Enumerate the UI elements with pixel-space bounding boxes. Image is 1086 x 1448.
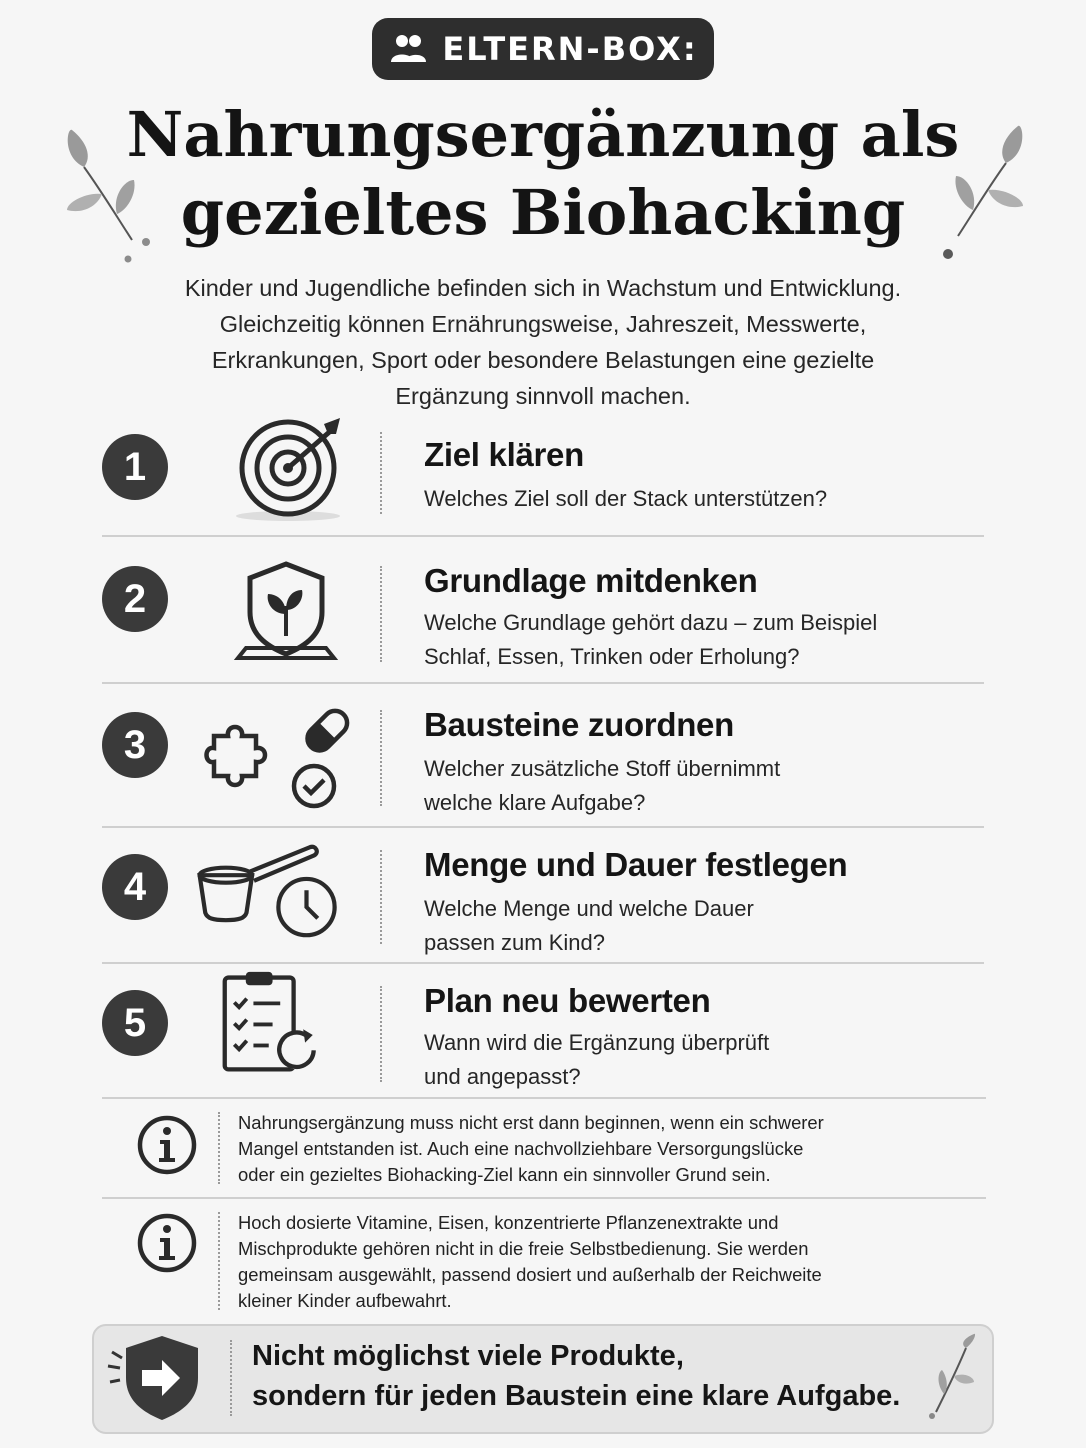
divider bbox=[102, 535, 984, 537]
info-text bbox=[238, 1210, 822, 1314]
info-line: Hoch dosierte Vitamine, Eisen, konzentrierte Pflanzenextrakte und bbox=[238, 1212, 779, 1233]
info-line: Mangel entstanden ist. Auch eine nachvollziehbare Versorgungslücke bbox=[238, 1138, 804, 1159]
separator bbox=[380, 850, 382, 944]
divider bbox=[102, 682, 984, 684]
step-description-line: Wann wird die Ergänzung überprüft bbox=[424, 1030, 770, 1055]
step-description-line: passen zum Kind? bbox=[424, 930, 605, 955]
footer-text bbox=[252, 1336, 900, 1416]
separator bbox=[230, 1340, 232, 1416]
intro-line: Erkrankungen, Sport oder besondere Belastungen eine gezielte bbox=[211, 347, 875, 373]
step-title: Grundlage mitdenken bbox=[424, 562, 758, 599]
divider bbox=[102, 826, 984, 828]
info-line: Mischprodukte gehören nicht in die freie Selbstbedienung. Sie werden bbox=[238, 1238, 809, 1259]
divider bbox=[102, 1097, 986, 1099]
step-title: Ziel klären bbox=[424, 436, 584, 473]
page-title bbox=[60, 96, 1026, 252]
separator bbox=[380, 566, 382, 662]
target-icon bbox=[216, 414, 366, 524]
title-line: gezieltes Biohacking bbox=[180, 176, 906, 249]
separator bbox=[218, 1212, 220, 1310]
intro-line: Kinder und Jugendliche befinden sich in Wachstum und Entwicklung. bbox=[184, 275, 902, 301]
info-line: oder ein gezieltes Biohacking-Ziel kann ein sinnvoller Grund sein. bbox=[238, 1164, 771, 1185]
info-line: gemeinsam ausgewählt, passend dosiert und außerhalb der Reichweite bbox=[238, 1264, 822, 1285]
step-number: 3 bbox=[102, 712, 168, 778]
step-number: 4 bbox=[102, 854, 168, 920]
shield-plant-icon bbox=[216, 558, 366, 668]
step-description bbox=[424, 1026, 769, 1094]
footer-line: Nicht möglichst viele Produkte, bbox=[252, 1340, 684, 1372]
separator bbox=[218, 1112, 220, 1184]
step-description-line: Schlaf, Essen, Trinken oder Erholung? bbox=[424, 644, 800, 669]
step-description-line: Welcher zusätzliche Stoff übernimmt bbox=[424, 756, 781, 781]
step-description-line: welche klare Aufgabe? bbox=[424, 790, 646, 815]
info-line: kleiner Kinder aufbewahrt. bbox=[238, 1290, 452, 1311]
separator bbox=[380, 432, 382, 514]
footer-line: sondern für jeden Baustein eine klare Aufgabe. bbox=[252, 1380, 901, 1412]
step-description bbox=[424, 752, 780, 820]
step-number: 5 bbox=[102, 990, 168, 1056]
step-title: Plan neu bewerten bbox=[424, 982, 711, 1019]
step-description bbox=[424, 482, 827, 516]
intro-line: Gleichzeitig können Ernährungsweise, Jahreszeit, Messwerte, bbox=[219, 311, 867, 337]
step-number: 2 bbox=[102, 566, 168, 632]
intro-line: Ergänzung sinnvoll machen. bbox=[395, 383, 691, 409]
people-icon bbox=[388, 29, 428, 69]
step-title: Menge und Dauer festlegen bbox=[424, 846, 848, 883]
shield-arrow-icon bbox=[104, 1330, 214, 1426]
eltern-box-badge bbox=[372, 18, 714, 80]
step-description-line: Welches Ziel soll der Stack unterstützen? bbox=[424, 486, 828, 511]
step-description-line: Welche Menge und welche Dauer bbox=[424, 896, 754, 921]
intro-paragraph bbox=[140, 270, 946, 414]
scoop-clock-icon bbox=[194, 838, 344, 948]
step-description bbox=[424, 606, 877, 674]
puzzle-capsule-icon bbox=[204, 702, 354, 812]
divider bbox=[102, 1197, 986, 1199]
badge-label: ELTERN-BOX: bbox=[442, 30, 698, 68]
step-description-line: und angepasst? bbox=[424, 1064, 581, 1089]
clipboard-refresh-icon bbox=[210, 968, 360, 1078]
info-line: Nahrungsergänzung muss nicht erst dann beginnen, wenn ein schwerer bbox=[238, 1112, 824, 1133]
separator bbox=[380, 986, 382, 1082]
info-text bbox=[238, 1110, 824, 1188]
separator bbox=[380, 710, 382, 806]
info-icon bbox=[136, 1114, 198, 1176]
step-number: 1 bbox=[102, 434, 168, 500]
leaf-decoration-icon bbox=[918, 1332, 980, 1422]
step-title: Bausteine zuordnen bbox=[424, 706, 734, 743]
step-description-line: Welche Grundlage gehört dazu – zum Beispiel bbox=[424, 610, 878, 635]
title-line: Nahrungsergänzung als bbox=[126, 98, 960, 171]
info-icon bbox=[136, 1212, 198, 1274]
step-description bbox=[424, 892, 754, 960]
divider bbox=[102, 962, 984, 964]
